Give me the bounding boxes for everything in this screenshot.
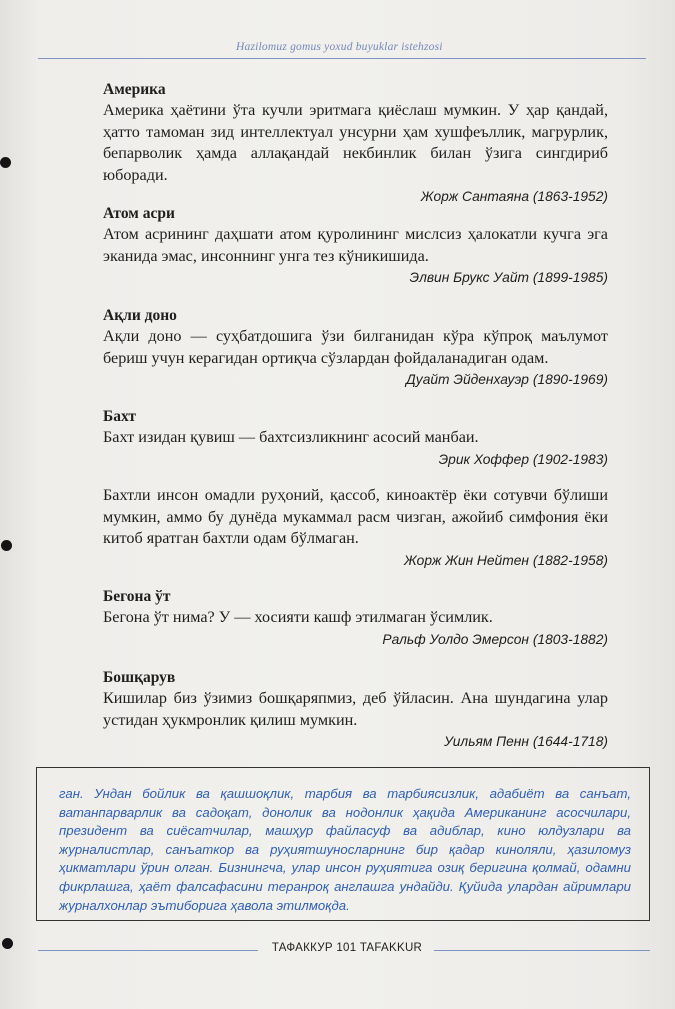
quote-entry xyxy=(103,485,608,571)
intro-box xyxy=(36,767,650,921)
intro-text: ган. Ундан бойлик ва қашшоқлик, тарбия ва тарбиясизлик, адабиёт ва санъат, ватанпарварлик ва садоқат, донолик ва нодонлик ҳақида Американинг асосчилари, президент ва сиёсатчилар, машҳур файласуф ва адиблар, кино юлдузлари ва журналистлар, санъаткор ва руҳиятшуносларнинг бир қадар киноляли, ҳазиломуз ҳикматлари ўрин олган. Бизнингча, улар инсон руҳиятига озиқ беригина қолмай, одамни фикрлашга, ҳаёт фалсафасини теранроқ англашга ундайди. Қуйида улардан айримлари журналхонлар эътиборига ҳавола этилмоқда. xyxy=(59,786,631,913)
entry-text: Бахтли инсон омадли руҳоний, қассоб, киноактёр ёки сотувчи бўлиши мумкин, аммо бу дунёда мукаммал расм чизган, ажойиб симфония ёки китоб яратган бахтли одам бўлмаган. xyxy=(103,486,608,547)
entry-title: Бошқарув xyxy=(103,669,176,686)
footer-rule-right xyxy=(434,950,650,951)
binder-hole-icon xyxy=(1,540,12,551)
entry-author: Эрик Хоффер (1902-1983) xyxy=(438,451,608,467)
entry-text: Бегона ўт нима? У — хосияти кашф этилмаган ўсимлик. xyxy=(103,608,493,626)
entry-author: Ральф Уолдо Эмерсон (1803-1882) xyxy=(382,631,608,647)
binder-hole-icon xyxy=(0,157,11,168)
entry-author: Дуайт Эйденхауэр (1890-1969) xyxy=(405,372,608,387)
quote-entry xyxy=(103,306,608,390)
footer-page-label: ТАФАККУР 101 TAFAKKUR xyxy=(271,942,423,954)
footer-rule-left xyxy=(38,950,258,951)
running-header-title: Hazilomuz gomus yoxud buyuklar istehzosi xyxy=(236,41,443,53)
quote-entry xyxy=(103,407,608,470)
binder-hole-icon xyxy=(2,938,13,949)
quote-entry xyxy=(103,80,608,207)
entry-title: Бахт xyxy=(103,408,136,425)
entry-title: Ақли доно xyxy=(103,307,177,324)
quote-entry xyxy=(103,587,608,650)
entry-author: Жорж Жин Нейтен (1882-1958) xyxy=(404,552,608,568)
entry-title: Америка xyxy=(103,81,166,98)
entry-author: Жорж Сантаяна (1863-1952) xyxy=(420,189,608,204)
entry-title: Атом асри xyxy=(103,205,175,222)
entry-author: Уильям Пенн (1644-1718) xyxy=(444,734,608,749)
entry-text: Бахт изидан қувиш — бахтсизликнинг асосий манбаи. xyxy=(103,428,479,446)
entry-text: Кишилар биз ўзимиз бошқаряпмиз, деб ўйласин. Ана шундагина улар устидан ҳукмронлик қилиш мумкин. xyxy=(103,689,608,729)
running-header xyxy=(38,40,646,59)
entry-text: Америка ҳаётини ўта кучли эритмага қиёслаш мумкин. У ҳар қандай, ҳатто тамоман зид интеллектуал унсурни ҳам хушфеъллик, магрурлик, бепарволик ҳамда аллақандай некбинлик билан ўзига сингдириб юборади. xyxy=(103,101,608,184)
entry-title: Бегона ўт xyxy=(103,588,171,605)
entry-text: Ақли доно — суҳбатдошига ўзи билганидан кўра кўпроқ маълумот бериш учун керагидан ортиқча сўзлардан фойдаланадиган одам. xyxy=(103,327,608,367)
quote-entry xyxy=(103,204,608,288)
entry-author: Элвин Брукс Уайт (1899-1985) xyxy=(409,270,608,285)
quote-entry xyxy=(103,668,608,752)
entry-text: Атом асрининг даҳшати атом қуролининг мислсиз ҳалокатли кучга эга эканида эмас, инсоннинг унга тез кўникишида. xyxy=(103,225,608,265)
